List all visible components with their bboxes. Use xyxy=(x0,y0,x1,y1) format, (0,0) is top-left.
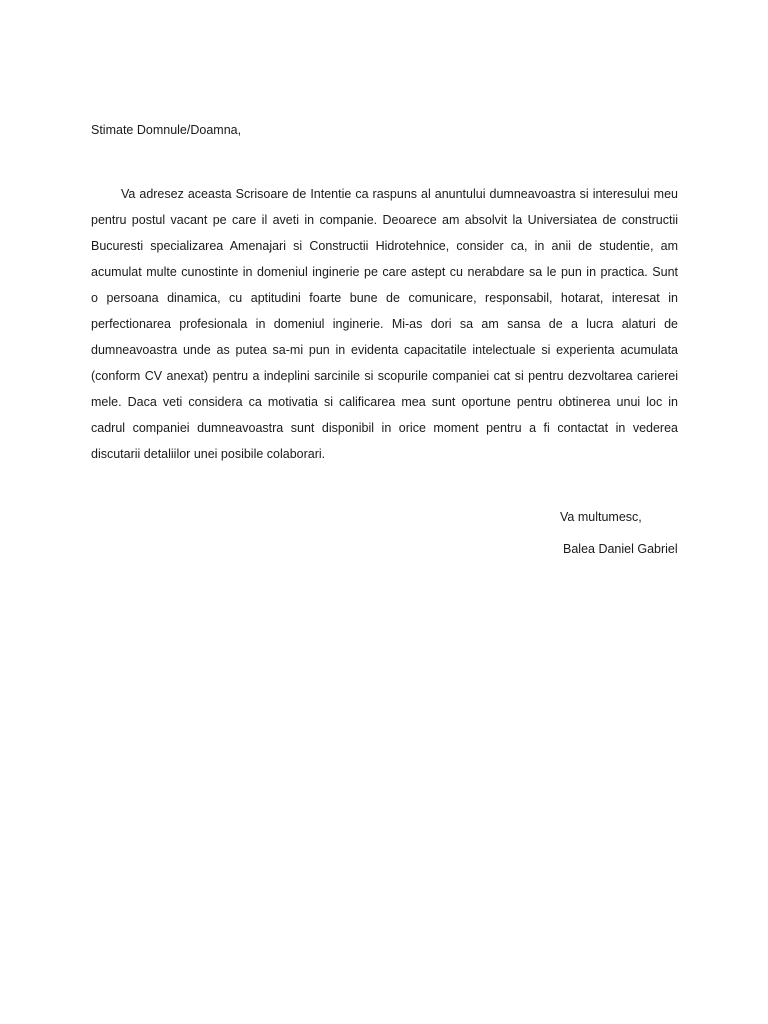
body-line: pentru postul vacant pe care il aveti in companie. Deoarece am absolvit la Universiatea de constructii xyxy=(91,213,678,227)
body-line: perfectionarea profesionala in domeniul inginerie. Mi-as dori sa am sansa de a lucra alaturi de xyxy=(91,317,678,331)
body-line: (conform CV anexat) pentru a indeplini sarcinile si scopurile companiei cat si pentru dezvoltarea carierei xyxy=(91,369,678,383)
body-line: o persoana dinamica, cu aptitudini foarte bune de comunicare, responsabil, hotarat, interesat in xyxy=(91,291,678,305)
closing-line: Va multumesc, xyxy=(560,510,642,524)
body-line: Va adresez aceasta Scrisoare de Intentie ca raspuns al anuntului dumneavoastra si interesului meu xyxy=(121,187,678,201)
body-line: dumneavoastra unde as putea sa-mi pun in evidenta capacitatile intelectuale si experienta acumulata xyxy=(91,343,678,357)
body-line: cadrul companiei dumneavoastra sunt disponibil in orice moment pentru a fi contactat in vederea xyxy=(91,421,678,435)
body-line: acumulat multe cunostinte in domeniul inginerie pe care astept cu nerabdare sa le pun in practica. Sunt xyxy=(91,265,678,279)
salutation: Stimate Domnule/Doamna, xyxy=(91,123,242,137)
body-line: discutarii detaliilor unei posibile colaborari. xyxy=(91,447,326,461)
signature-name: Balea Daniel Gabriel xyxy=(563,542,678,556)
body-line: mele. Daca veti considera ca motivatia si calificarea mea sunt oportune pentru obtinerea unui loc in xyxy=(91,395,678,409)
body-line: Bucuresti specializarea Amenajari si Constructii Hidrotehnice, consider ca, in anii de studentie, am xyxy=(91,239,678,253)
